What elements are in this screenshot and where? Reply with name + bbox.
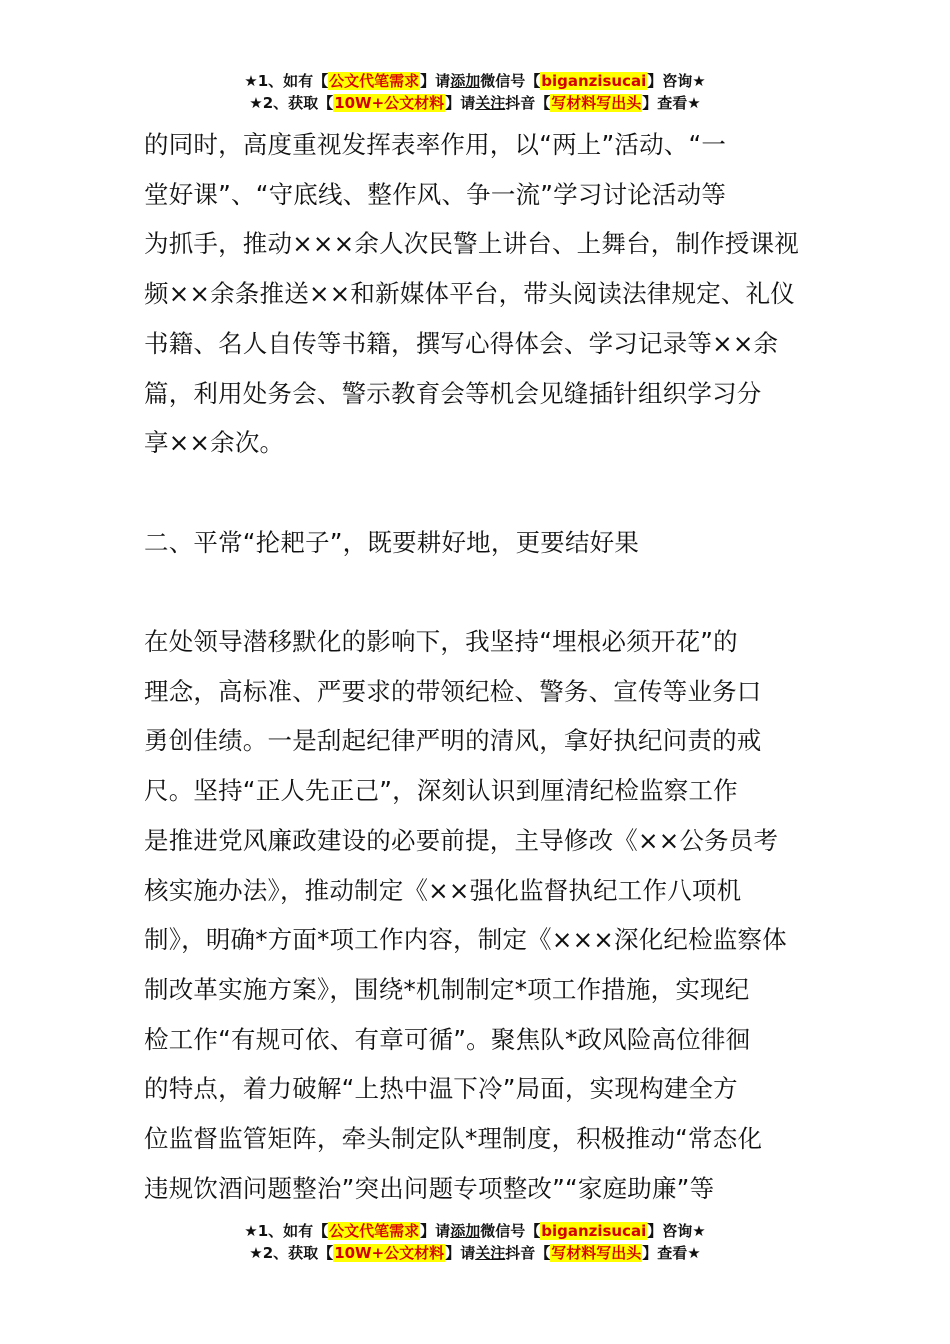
section-heading-text: 二、平常“抡耙子”，既要耕好地，更要结好果 <box>144 528 640 557</box>
paragraph-line: 为抓手，推动×××余人次民警上讲台、上舞台，制作授课视 <box>144 229 799 259</box>
banner-line-2 <box>0 92 950 114</box>
banner-line-2 <box>0 1242 950 1264</box>
paragraph-line: 制》，明确*方面*项工作内容，制定《×××深化纪检监察体 <box>144 925 787 955</box>
paragraph-line: 制改革实施方案》，围绕*机制制定*项工作措施，实现纪 <box>144 974 750 1004</box>
banner-text: 微信号【 <box>480 72 541 90</box>
banner-underline: 添加 <box>450 72 481 90</box>
paragraph-line: 篇，利用处务会、警示教育会等机会见缝插针组织学习分 <box>144 378 762 408</box>
paragraph-1 <box>144 120 810 468</box>
banner-highlight: biganzisucai <box>541 72 647 90</box>
banner-highlight: 公文代笔需求 <box>329 72 420 90</box>
paragraph-line: 理念，高标准、严要求的带领纪检、警务、宣传等业务口 <box>144 676 762 706</box>
banner-text: 微信号【 <box>480 1222 541 1240</box>
paragraph-2 <box>144 617 810 1213</box>
paragraph-line: 违规饮酒问题整治”突出问题专项整改”“家庭助廉”等 <box>144 1173 715 1203</box>
banner-highlight: 公文代笔需求 <box>329 1222 420 1240</box>
paragraph-line: 的同时，高度重视发挥表率作用，以“两上”活动、“一 <box>144 130 727 159</box>
banner-text: 】查看★ <box>642 1244 701 1262</box>
banner-highlight: 10W+公文材料 <box>334 1244 445 1262</box>
banner-highlight: 10W+公文材料 <box>334 94 445 112</box>
paragraph-line: 的特点，着力破解“上热中温下冷”局面，实现构建全方 <box>144 1074 738 1104</box>
banner-underline: 关注 <box>475 94 506 112</box>
banner-text: 】请 <box>420 72 451 90</box>
banner-highlight: 写材料写出头 <box>551 1244 642 1262</box>
banner-text: ★2、获取【 <box>249 1244 334 1262</box>
banner-underline: 关注 <box>475 1244 506 1262</box>
banner-text: 】请 <box>445 1244 476 1262</box>
header-banner <box>0 70 950 114</box>
footer-banner <box>0 1220 950 1264</box>
banner-text: ★2、获取【 <box>249 94 334 112</box>
paragraph-line: 堂好课”、“守底线、整作风、争一流”学习讨论活动等 <box>144 179 727 209</box>
paragraph-line: 检工作“有规可依、有章可循”。聚焦队*政风险高位徘徊 <box>144 1024 751 1054</box>
banner-text: 】咨询★ <box>647 1222 706 1240</box>
paragraph-line: 是推进党风廉政建设的必要前提，主导修改《××公务员考 <box>144 825 779 855</box>
banner-text: 】请 <box>420 1222 451 1240</box>
paragraph-line: 在处领导潜移默化的影响下，我坚持“埋根必须开花”的 <box>144 627 738 656</box>
paragraph-line: 频××余条推送××和新媒体平台，带头阅读法律规定、礼仪 <box>144 279 796 309</box>
banner-highlight: biganzisucai <box>541 1222 647 1240</box>
paragraph-line: 核实施办法》，推动制定《××强化监督执纪工作八项机 <box>144 875 742 905</box>
banner-text: 抖音【 <box>505 94 551 112</box>
banner-text: 】请 <box>445 94 476 112</box>
banner-line-1 <box>0 1220 950 1242</box>
banner-highlight: 写材料写出头 <box>551 94 642 112</box>
paragraph-line: 位监督监管矩阵，牵头制定队*理制度，积极推动“常态化 <box>144 1124 763 1154</box>
banner-line-1 <box>0 70 950 92</box>
banner-text: ★1、如有【 <box>244 72 329 90</box>
banner-text: 】查看★ <box>642 94 701 112</box>
paragraph-line: 书籍、名人自传等书籍，撰写心得体会、学习记录等××余 <box>144 328 779 358</box>
banner-text: 】咨询★ <box>647 72 706 90</box>
banner-text: 抖音【 <box>505 1244 551 1262</box>
banner-text: ★1、如有【 <box>244 1222 329 1240</box>
section-heading <box>144 518 810 568</box>
banner-underline: 添加 <box>450 1222 481 1240</box>
paragraph-line: 勇创佳绩。一是刮起纪律严明的清风，拿好执纪问责的戒 <box>144 726 762 756</box>
paragraph-line: 尺。坚持“正人先正己”，深刻认识到厘清纪检监察工作 <box>144 776 738 806</box>
paragraph-line: 享××余次。 <box>144 428 285 458</box>
